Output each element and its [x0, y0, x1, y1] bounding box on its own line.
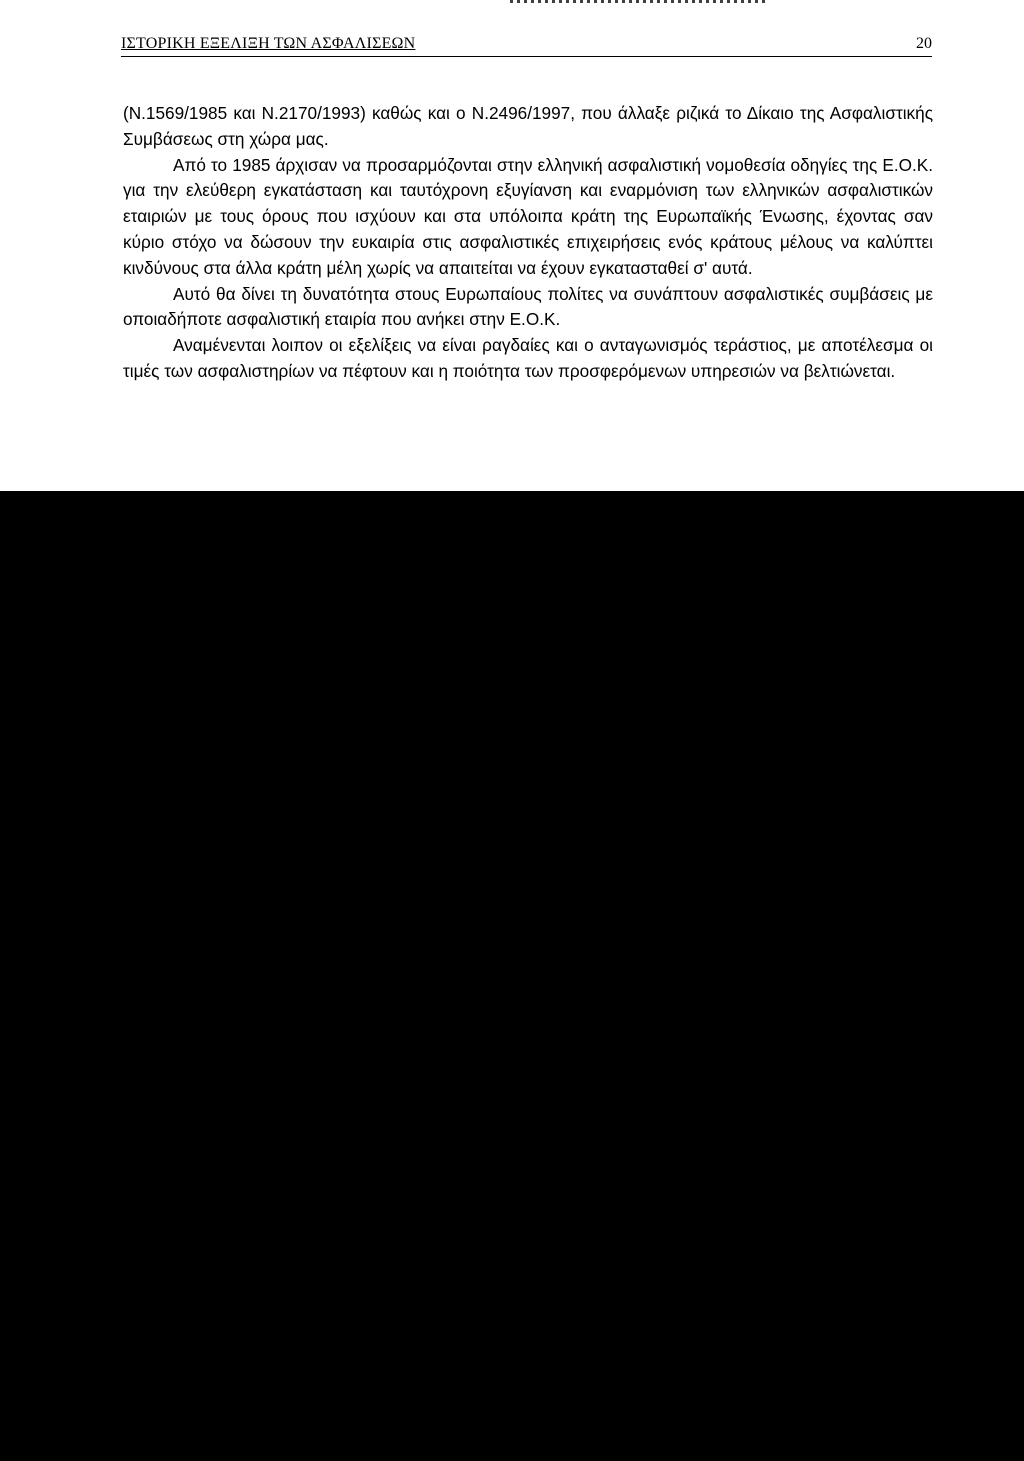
paragraph-2: Από το 1985 άρχισαν να προσαρμόζονται στην ελληνική ασφαλιστική νομοθεσία οδηγίες της Ε.Ο.Κ. για την ελεύθερη εγκατάσταση και ταυτόχρονη εξυγίανση και εναρμόνιση των ελληνικών ασφαλιστικών εταιριών με τους όρους που ισχύουν και στα υπόλοιπα κράτη της Ευρωπαϊκής Ένωσης, έχοντας σαν κύριο στόχο να δώσουν την ευκαιρία στις ασφαλιστικές επιχειρήσεις ενός κράτους μέλους να καλύπτει κινδύνους στα άλλα κράτη μέλη χωρίς να απαιτείται να έχουν εγκατασταθεί σ' αυτά. [123, 154, 933, 278]
scan-artifact [510, 0, 765, 3]
paragraph-1: (Ν.1569/1985 και Ν.2170/1993) καθώς και ο Ν.2496/1997, που άλλαξε ριζικά το Δίκαιο της Ασφαλιστικής Συμβάσεως στη χώρα μας. [123, 103, 933, 149]
page-number: 20 [916, 35, 932, 52]
paragraph-3: Αυτό θα δίνει τη δυνατότητα στους Ευρωπαίους πολίτες να συνάπτουν ασφαλιστικές συμβάσεις με οποιαδήποτε ασφαλιστική εταιρία που ανήκει στην Ε.Ο.Κ. [123, 283, 933, 330]
blacked-out-area [0, 491, 1024, 1461]
paragraph-4: Αναμένενται λοιπον οι εξελίξεις να είναι ραγδαίες και ο ανταγωνισμός τεράστιος, με αποτέλεσμα οι τιμές των ασφαλιστηρίων να πέφτουν και η ποιότητα των προσφερόμενων υπηρεσιών να βελτιώνεται. [123, 335, 933, 381]
body-text [123, 101, 933, 385]
page-content [0, 0, 1024, 491]
running-header [121, 34, 932, 57]
header-title: ΙΣΤΟΡΙΚΗ ΕΞΕΛΙΞΗ ΤΩΝ ΑΣΦΑΛΙΣΕΩΝ [121, 35, 416, 52]
